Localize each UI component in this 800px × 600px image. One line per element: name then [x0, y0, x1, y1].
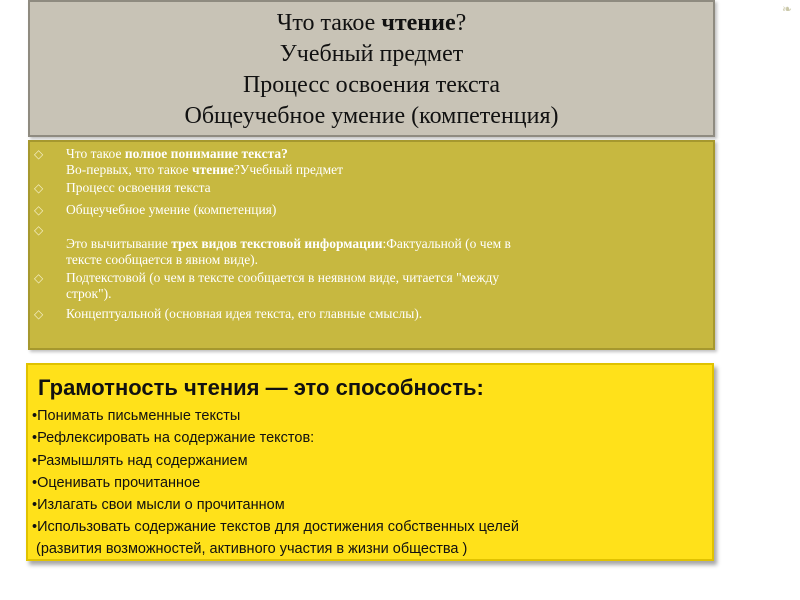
list-item-1-line2-prefix: Во-первых, что такое — [66, 162, 193, 177]
list-item-5-line2: строк"). — [66, 286, 112, 301]
slide-title-box — [28, 0, 715, 137]
title-line-1-bold: чтение — [381, 10, 456, 36]
diamond-bullet-icon: ◇ — [34, 223, 44, 237]
diamond-bullet-icon: ◇ — [34, 147, 44, 161]
list-item-4 — [66, 236, 686, 268]
literacy-item: •Понимать письменные тексты — [32, 408, 241, 424]
title-line-1 — [30, 8, 713, 39]
title-line-2: Учебный предмет — [279, 41, 464, 67]
title-line-3: Процесс освоения текста — [242, 72, 501, 98]
list-item-1-prefix: Что такое — [66, 146, 125, 161]
list-item-2: Процесс освоения текста — [66, 180, 211, 195]
list-item-3: Общеучебное умение (компетенция) — [66, 202, 277, 217]
list-item-1-bold: полное понимание текста? — [124, 146, 288, 161]
literacy-item: •Рефлексировать на содержание текстов: — [32, 430, 315, 446]
literacy-item: •Использовать содержание текстов для достижения собственных целей — [32, 519, 519, 535]
title-line-1-suffix: ? — [455, 10, 467, 36]
content-list-box — [28, 140, 715, 350]
list-item-4-line2: тексте сообщается в явном виде). — [66, 252, 259, 267]
reading-literacy-box — [26, 363, 714, 561]
list-item-1-line2-bold: чтение — [192, 162, 234, 177]
corner-decoration-icon: ❧ — [782, 2, 793, 16]
literacy-item: •Размышлять над содержанием — [32, 453, 248, 469]
diamond-bullet-icon: ◇ — [34, 203, 44, 217]
diamond-bullet-icon: ◇ — [34, 307, 44, 321]
literacy-item: (развития возможностей, активного участия в жизни общества ) — [36, 541, 468, 557]
literacy-item: •Оценивать прочитанное — [32, 475, 201, 491]
list-item-4-suffix: :Фактуальной (о чем в — [382, 236, 511, 251]
diamond-bullet-icon: ◇ — [34, 181, 44, 195]
list-item-5 — [66, 270, 686, 302]
list-item-4-prefix: Это вычитывание — [66, 236, 172, 251]
title-line-4: Общеучебное умение (компетенция) — [184, 103, 559, 129]
literacy-item: •Излагать свои мысли о прочитанном — [32, 497, 285, 513]
list-item-1-line2-suffix: ?Учебный предмет — [233, 162, 343, 177]
diamond-bullet-icon: ◇ — [34, 271, 44, 285]
list-item-4-bold: трех видов текстовой информации — [171, 236, 383, 251]
list-item-5-line1: Подтекстовой (о чем в тексте сообщается в неявном виде, читается "между — [66, 270, 500, 285]
list-item-6: Концептуальной (основная идея текста, его главные смыслы). — [66, 306, 423, 321]
literacy-title: Грамотность чтения — это способность: — [38, 375, 484, 400]
list-item-1 — [66, 146, 686, 178]
title-line-1-prefix: Что такое — [276, 10, 382, 36]
